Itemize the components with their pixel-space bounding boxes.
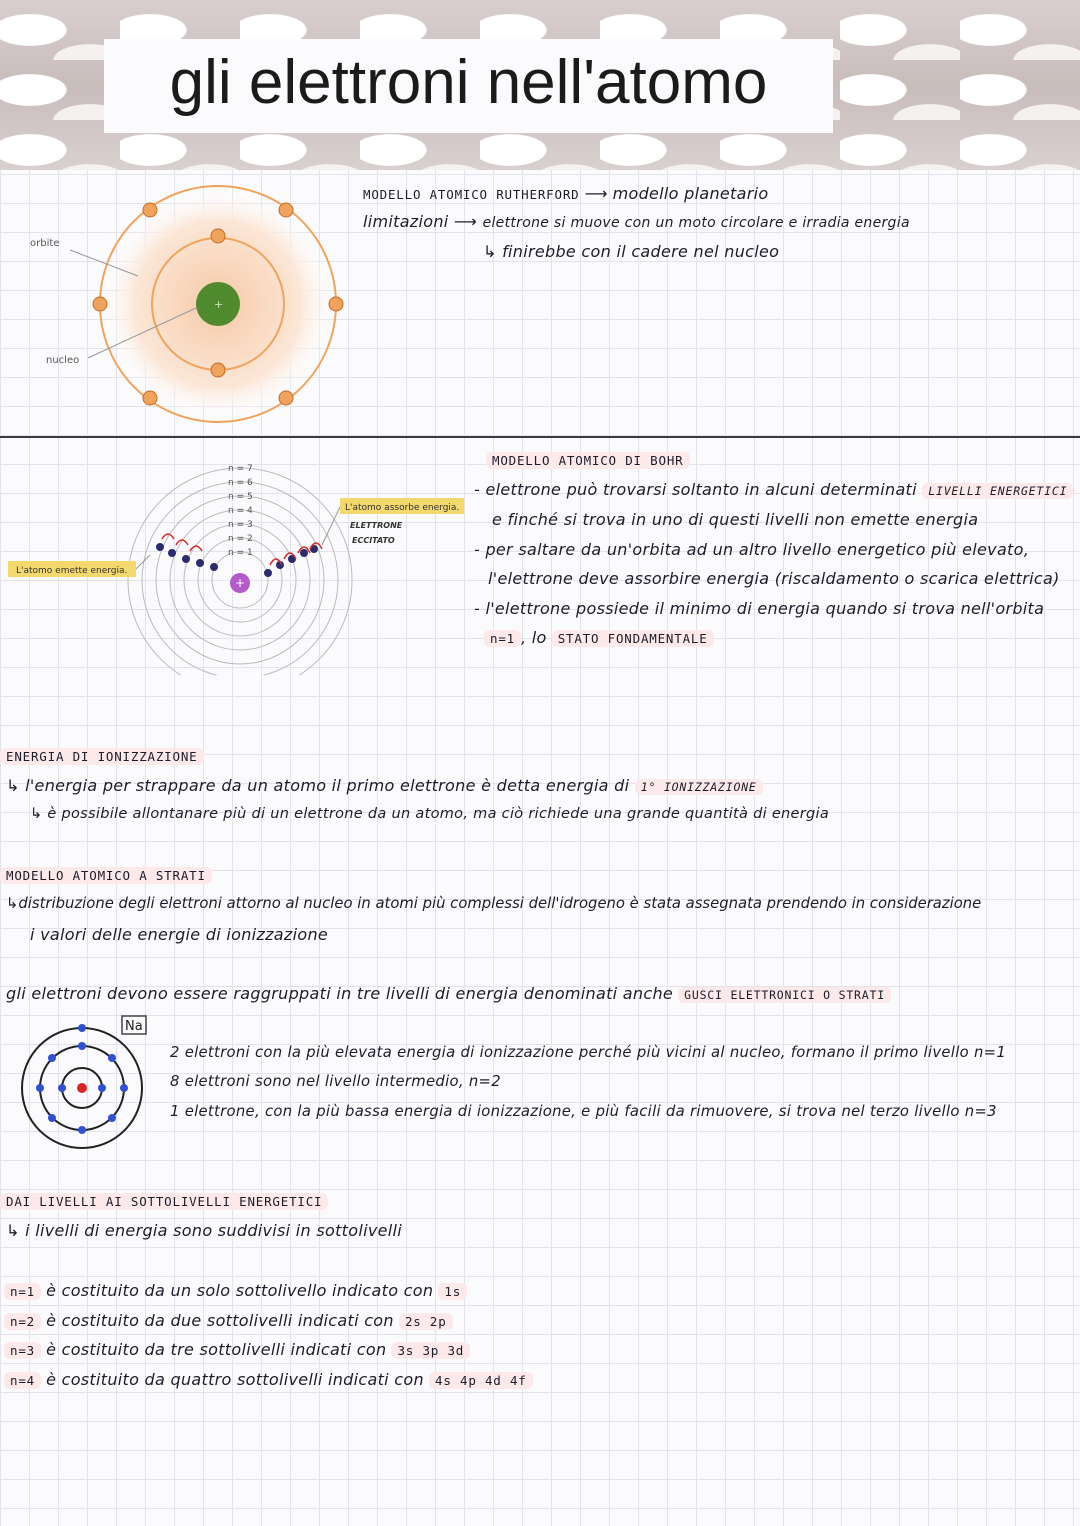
- bohr-line-3a: - l'elettrone possiede il minimo di energia quando si trova nell'orbita: [474, 599, 1045, 618]
- stato-fondamentale-hl: STATO FONDAMENTALE: [552, 630, 714, 647]
- row-n: n=2: [4, 1313, 41, 1330]
- ionization-line-2-text: è possibile allontanare più di un elettrone da un atomo, ma ciò richiede una grande quantità di energia: [47, 806, 830, 822]
- sublevels-intro: [6, 1221, 402, 1240]
- arrow-turn-icon: ↳: [6, 895, 19, 912]
- arrow-turn-icon: ↳: [30, 806, 43, 822]
- sublevels-heading: DAI LIVELLI AI SOTTOLIVELLI ENERGETICI: [0, 1193, 328, 1210]
- arrow-right-icon: ⟶: [584, 184, 608, 203]
- header-banner: [0, 0, 1080, 170]
- svg-text:n = 4: n = 4: [228, 506, 253, 516]
- svg-text:n = 6: n = 6: [228, 478, 253, 488]
- row-text: è costituito da un solo sottolivello indicato con: [46, 1281, 434, 1300]
- row-subs: 2s 2p: [399, 1313, 453, 1330]
- svg-text:n = 3: n = 3: [228, 520, 253, 530]
- livelli-energetici-hl: LIVELLI ENERGETICI: [922, 483, 1073, 499]
- row-text: è costituito da tre sottolivelli indicati con: [46, 1340, 387, 1359]
- sublevel-row: [4, 1311, 453, 1330]
- arrow-turn-icon: ↳: [6, 776, 20, 795]
- row-n: n=4: [4, 1372, 41, 1389]
- shells-line-1-text: distribuzione degli elettroni attorno al nucleo in atomi più complessi dell'idrogeno è stata assegnata prendendo in considerazione: [18, 895, 982, 912]
- rutherford-heading-line: [363, 184, 768, 203]
- prima-ionizzazione-hl: 1° IONIZZAZIONE: [635, 779, 763, 795]
- section-divider: [0, 436, 1080, 438]
- sublevel-row: [4, 1370, 533, 1389]
- row-subs: 4s 4p 4d 4f: [429, 1372, 533, 1389]
- rutherford-heading: MODELLO ATOMICO RUTHERFORD: [363, 187, 580, 202]
- arrow-turn-icon: ↳: [483, 242, 497, 261]
- row-n: n=1: [4, 1283, 41, 1300]
- svg-text:n = 2: n = 2: [228, 534, 253, 544]
- shells-groups-text: gli elettroni devono essere raggruppati in tre livelli di energia denominati anche: [6, 984, 674, 1003]
- nucleus-label: nucleo: [46, 355, 80, 366]
- bohr-line-3-mid: , lo: [520, 628, 547, 647]
- shells-groups-line: [6, 984, 891, 1003]
- rutherford-result: modello planetario: [612, 184, 769, 203]
- level-labels: [228, 464, 253, 558]
- rutherford-limit-2-line: [483, 242, 779, 261]
- shells-line-2: i valori delle energie di ionizzazione: [30, 925, 329, 944]
- orbits-label: orbite: [30, 238, 60, 249]
- title-box: [104, 39, 833, 133]
- bohr-line-1b: e finché si trova in uno di questi livelli non emette energia: [492, 510, 979, 529]
- bohr-line-3b: [484, 628, 714, 647]
- ionization-heading: ENERGIA DI IONIZZAZIONE: [0, 748, 204, 765]
- bohr-line-1a: [474, 480, 1073, 499]
- arrow-turn-icon: ↳: [6, 1221, 20, 1240]
- element-symbol: Na: [125, 1019, 143, 1034]
- excited-label-2: ECCITATO: [352, 536, 395, 545]
- ionization-line-2: [30, 806, 829, 822]
- sublevel-row: [4, 1340, 470, 1359]
- limit-1: elettrone si muove con un moto circolare e irradia energia: [482, 215, 910, 231]
- bohr-line-1a-text: - elettrone può trovarsi soltanto in alcuni determinati: [474, 480, 917, 499]
- svg-text:+: +: [235, 576, 246, 590]
- sublevel-row: [4, 1281, 467, 1300]
- svg-text:n = 5: n = 5: [228, 492, 253, 502]
- absorbs-label: L'atomo assorbe energia.: [345, 503, 460, 513]
- na-line-2: 8 elettroni sono nel livello intermedio, n=2: [170, 1073, 501, 1090]
- svg-text:+: +: [214, 298, 224, 311]
- bohr-heading: MODELLO ATOMICO DI BOHR: [486, 452, 690, 469]
- gusci-hl: GUSCI ELETTRONICI O STRATI: [678, 987, 891, 1003]
- n1-hl: n=1: [484, 630, 521, 647]
- row-subs: 1s: [438, 1283, 467, 1300]
- sublevels-intro-text: i livelli di energia sono suddivisi in sottolivelli: [25, 1221, 402, 1240]
- ionization-line-1-text: l'energia per strappare da un atomo il primo elettrone è detta energia di: [25, 776, 630, 795]
- rutherford-limits-line: [363, 212, 910, 231]
- excited-label-1: ELETTRONE: [350, 521, 403, 530]
- limit-2: finirebbe con il cadere nel nucleo: [502, 242, 780, 261]
- limits-label: limitazioni: [363, 212, 449, 231]
- ionization-line-1: [6, 776, 763, 795]
- emits-label: L'atomo emette energia.: [16, 566, 128, 576]
- svg-text:n = 1: n = 1: [228, 548, 253, 558]
- bohr-line-2b: l'elettrone deve assorbire energia (riscaldamento o scarica elettrica): [488, 569, 1060, 588]
- bohr-diagram: [0, 455, 470, 675]
- na-nucleus: [77, 1083, 87, 1093]
- row-text: è costituito da due sottolivelli indicati con: [46, 1311, 394, 1330]
- row-subs: 3s 3p 3d: [391, 1342, 470, 1359]
- na-electrons: [36, 1024, 128, 1134]
- sodium-diagram: [18, 1012, 168, 1152]
- shells-heading: MODELLO ATOMICO A STRATI: [0, 867, 212, 884]
- na-line-1: 2 elettroni con la più elevata energia di ionizzazione perché più vicini al nucleo, formano il primo livello n=1: [170, 1044, 1007, 1061]
- na-line-3: 1 elettrone, con la più bassa energia di ionizzazione, e più facili da rimuovere, si trova nel terzo livello n=3: [170, 1103, 997, 1120]
- shells-line-1: [6, 895, 981, 912]
- page-title: gli elettroni nell'atomo: [169, 48, 768, 117]
- arrow-right-icon: ⟶: [453, 212, 478, 231]
- svg-text:n = 7: n = 7: [228, 464, 253, 474]
- bohr-line-2a: - per saltare da un'orbita ad un altro livello energetico più elevato,: [474, 540, 1030, 559]
- rutherford-diagram: [0, 180, 360, 430]
- row-text: è costituito da quattro sottolivelli indicati con: [46, 1370, 424, 1389]
- row-n: n=3: [4, 1342, 41, 1359]
